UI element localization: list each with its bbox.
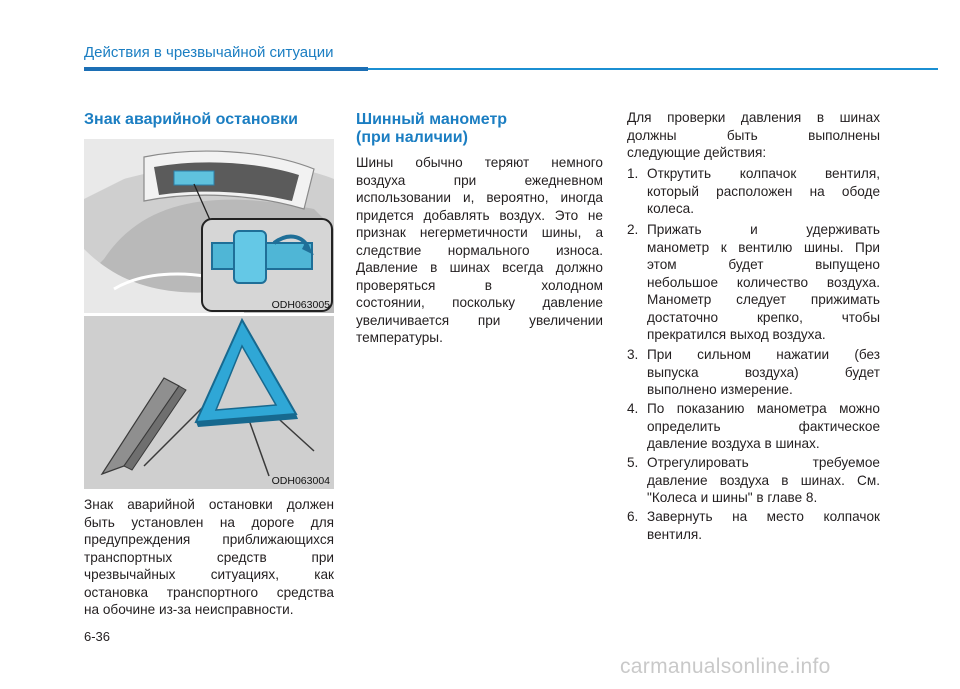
- heading-tire-gauge: [356, 111, 507, 147]
- tire-gauge-text: [356, 154, 603, 347]
- text-line: вентиля.: [647, 526, 703, 542]
- text-line: следующие действия:: [627, 145, 767, 160]
- text-line: Открутить колпачок вентиля,: [647, 166, 880, 181]
- step-number: 4.: [627, 401, 639, 416]
- step-number: 2.: [627, 222, 639, 237]
- text-line: Завернуть на место колпачок: [647, 509, 880, 524]
- heading-line: Шинный манометр: [356, 111, 508, 128]
- procedure-intro: [627, 109, 880, 162]
- page-number: 6-36: [84, 629, 111, 644]
- trunk-image: [84, 139, 334, 313]
- text-line: По показанию манометра можно: [647, 401, 880, 416]
- header-rule-light: [368, 68, 938, 70]
- text-line: При сильном нажатии (без: [647, 347, 880, 362]
- image-code: ODH063005: [271, 299, 330, 311]
- text-line: небольшое количество воздуха.: [647, 274, 880, 290]
- text-line: увеличивается при увеличении: [356, 312, 603, 328]
- text-line: проверяться в холодном: [356, 277, 603, 293]
- step-number: 3.: [627, 347, 639, 362]
- text-line: прекратился выход воздуха.: [647, 327, 826, 342]
- text-line: Для проверки давления в шинах: [627, 110, 880, 125]
- text-line: достаточно крепко, чтобы: [647, 309, 880, 325]
- step-number: 6.: [627, 509, 639, 524]
- text-line: быть установлен на дороге для: [84, 514, 334, 530]
- text-line: который расположен на ободе: [647, 183, 880, 199]
- text-line: признак негерметичности шины, а: [356, 225, 603, 240]
- triangle-image: [84, 316, 334, 489]
- text-line: давление воздуха в шинах. См.: [647, 472, 880, 488]
- image-code: ODH063004: [271, 475, 330, 487]
- text-line: воздуха при ежедневном: [356, 172, 603, 188]
- text-line: чрезвычайных ситуациях, как: [84, 567, 334, 582]
- text-line: Отрегулировать требуемое: [647, 455, 880, 470]
- text-line: давление воздуха в шинах.: [647, 436, 820, 451]
- warning-triangle-illustration: [84, 316, 334, 489]
- text-line: определить фактическое: [647, 418, 880, 434]
- text-line: использовании и, вероятно, иногда: [356, 190, 603, 205]
- text-line: остановка транспортного средства: [84, 584, 334, 600]
- text-line: манометр к вентилю шины. При: [647, 239, 880, 255]
- text-line: следствие нормального износа.: [356, 242, 603, 258]
- heading-line: (при наличии): [356, 129, 468, 146]
- step-number: 1.: [627, 166, 639, 181]
- text-line: выполнено измерение.: [647, 382, 793, 397]
- watermark: carmanualsonline.info: [620, 655, 831, 678]
- text-line: Прижать и удерживать: [647, 222, 880, 237]
- text-line: Манометр следует прижимать: [647, 292, 880, 307]
- text-line: состоянии, поскольку давление: [356, 295, 603, 310]
- text-line: этом будет выпущено: [647, 257, 880, 272]
- heading-warning-triangle: Знак аварийной остановки: [84, 111, 298, 128]
- section-title: Действия в чрезвычайной ситуации: [84, 44, 334, 61]
- text-line: Давление в шинах всегда должно: [356, 260, 603, 275]
- text-line: выпуска воздуха) будет: [647, 364, 880, 380]
- header-rule-dark: [84, 67, 368, 71]
- text-line: "Колеса и шины" в главе 8.: [647, 490, 818, 505]
- text-line: на обочине из-за неисправности.: [84, 602, 294, 617]
- text-line: предупреждения приближающихся: [84, 532, 334, 547]
- warning-triangle-text: [84, 496, 334, 619]
- text-line: Знак аварийной остановки должен: [84, 497, 334, 512]
- step-number: 5.: [627, 455, 639, 470]
- text-line: колеса.: [647, 201, 694, 216]
- text-line: температуры.: [356, 330, 443, 345]
- text-line: придется добавлять воздух. Это не: [356, 207, 603, 223]
- text-line: транспортных средств при: [84, 549, 334, 565]
- trunk-illustration: [84, 139, 334, 313]
- text-line: Шины обычно теряют немного: [356, 155, 603, 170]
- text-line: должны быть выполнены: [627, 127, 880, 143]
